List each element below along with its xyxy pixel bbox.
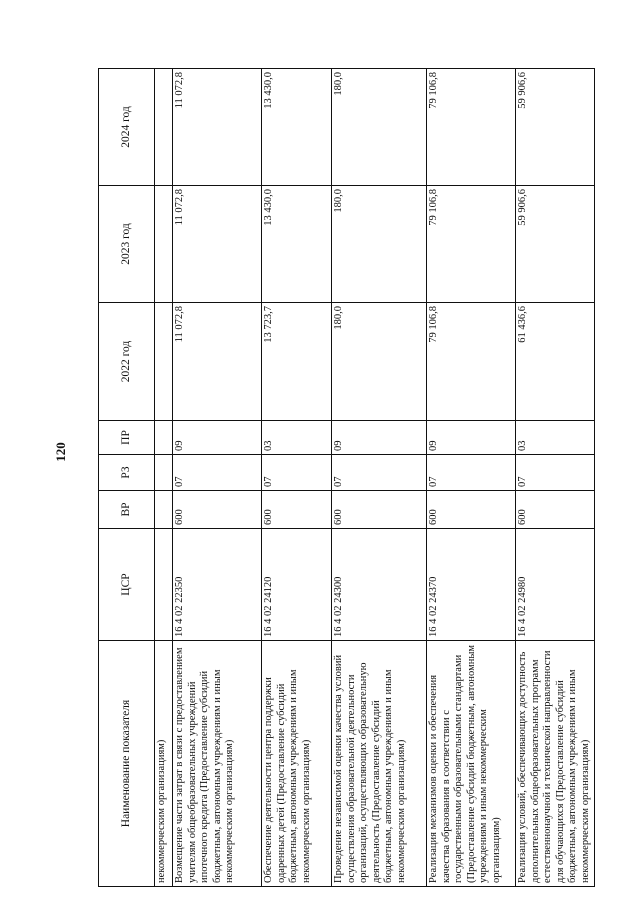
continuation-row: [155, 69, 173, 887]
row-2023: 11 072,8: [173, 186, 262, 303]
row-2023: 13 430,0: [262, 186, 332, 303]
page-number: 120: [53, 442, 68, 462]
row-csr: 16 4 02 24370: [427, 529, 516, 641]
table-row: [332, 69, 427, 887]
continuation-text: некоммерческим организациям): [155, 641, 173, 887]
row-2024: 11 072,8: [173, 69, 262, 186]
row-name: Реализация условий, обеспечивающих доступность дополнительных общеобразовательных программ естественнонаучной и технической направленности для обучающихся (Предоставление субсидий бюджетным, автономным учреждениям и иным некоммерческим организациям): [516, 641, 595, 887]
row-rz: 07: [427, 455, 516, 491]
table-header-row: [99, 69, 155, 887]
row-2024: 13 430,0: [262, 69, 332, 186]
row-2023: 59 906,6: [516, 186, 595, 303]
row-rz: 07: [173, 455, 262, 491]
row-name: Реализация механизмов оценки и обеспечения качества образования в соответствии с государственными образовательными стандартами (Предоставление субсидий бюджетным, автономным учреждениям и иным некоммерческим организациям): [427, 641, 516, 887]
header-pr: ПР: [99, 421, 155, 455]
row-2023: 79 106,8: [427, 186, 516, 303]
row-name: Возмещение части затрат в связи с предоставлением учителям общеобразовательных учреждений ипотечного кредита (Предоставление субсидий бюджетным, автономным учреждениям и иным некоммерческим организациям): [173, 641, 262, 887]
rotated-page-content: [98, 69, 591, 887]
header-2024: 2024 год: [99, 69, 155, 186]
row-name: Обеспечение деятельности центра поддержки одаренных детей (Предоставление субсидий бюджетным, автономным учреждениям и иным некоммерческим организациям): [262, 641, 332, 887]
row-vr: 600: [262, 491, 332, 529]
row-vr: 600: [427, 491, 516, 529]
table-row: [427, 69, 516, 887]
row-rz: 07: [332, 455, 427, 491]
table-row: [262, 69, 332, 887]
row-vr: 600: [173, 491, 262, 529]
row-pr: 03: [262, 421, 332, 455]
header-2022: 2022 год: [99, 303, 155, 421]
row-rz: 07: [262, 455, 332, 491]
table-row: [173, 69, 262, 887]
row-2022: 13 723,7: [262, 303, 332, 421]
row-2024: 79 106,8: [427, 69, 516, 186]
header-vr: ВР: [99, 491, 155, 529]
row-name: Проведение независимой оценки качества условий осуществления образовательной деятельности организаций, осуществляющих образовательную деятельность (Предоставление субсидий бюджетным, автономным учреждениям и иным некоммерческим организациям): [332, 641, 427, 887]
row-2024: 180,0: [332, 69, 427, 186]
row-pr: 09: [332, 421, 427, 455]
row-csr: 16 4 02 22350: [173, 529, 262, 641]
row-pr: 03: [516, 421, 595, 455]
row-csr: 16 4 02 24300: [332, 529, 427, 641]
table-row: [516, 69, 595, 887]
budget-table: [98, 68, 595, 887]
header-csr: ЦСР: [99, 529, 155, 641]
header-2023: 2023 год: [99, 186, 155, 303]
row-pr: 09: [173, 421, 262, 455]
header-rz: РЗ: [99, 455, 155, 491]
row-vr: 600: [332, 491, 427, 529]
row-2024: 59 906,6: [516, 69, 595, 186]
row-csr: 16 4 02 24980: [516, 529, 595, 641]
row-csr: 16 4 02 24120: [262, 529, 332, 641]
row-2023: 180,0: [332, 186, 427, 303]
row-rz: 07: [516, 455, 595, 491]
row-pr: 09: [427, 421, 516, 455]
row-2022: 180,0: [332, 303, 427, 421]
row-2022: 11 072,8: [173, 303, 262, 421]
row-2022: 79 106,8: [427, 303, 516, 421]
row-vr: 600: [516, 491, 595, 529]
header-name: Наименование показателя: [99, 641, 155, 887]
row-2022: 61 436,6: [516, 303, 595, 421]
